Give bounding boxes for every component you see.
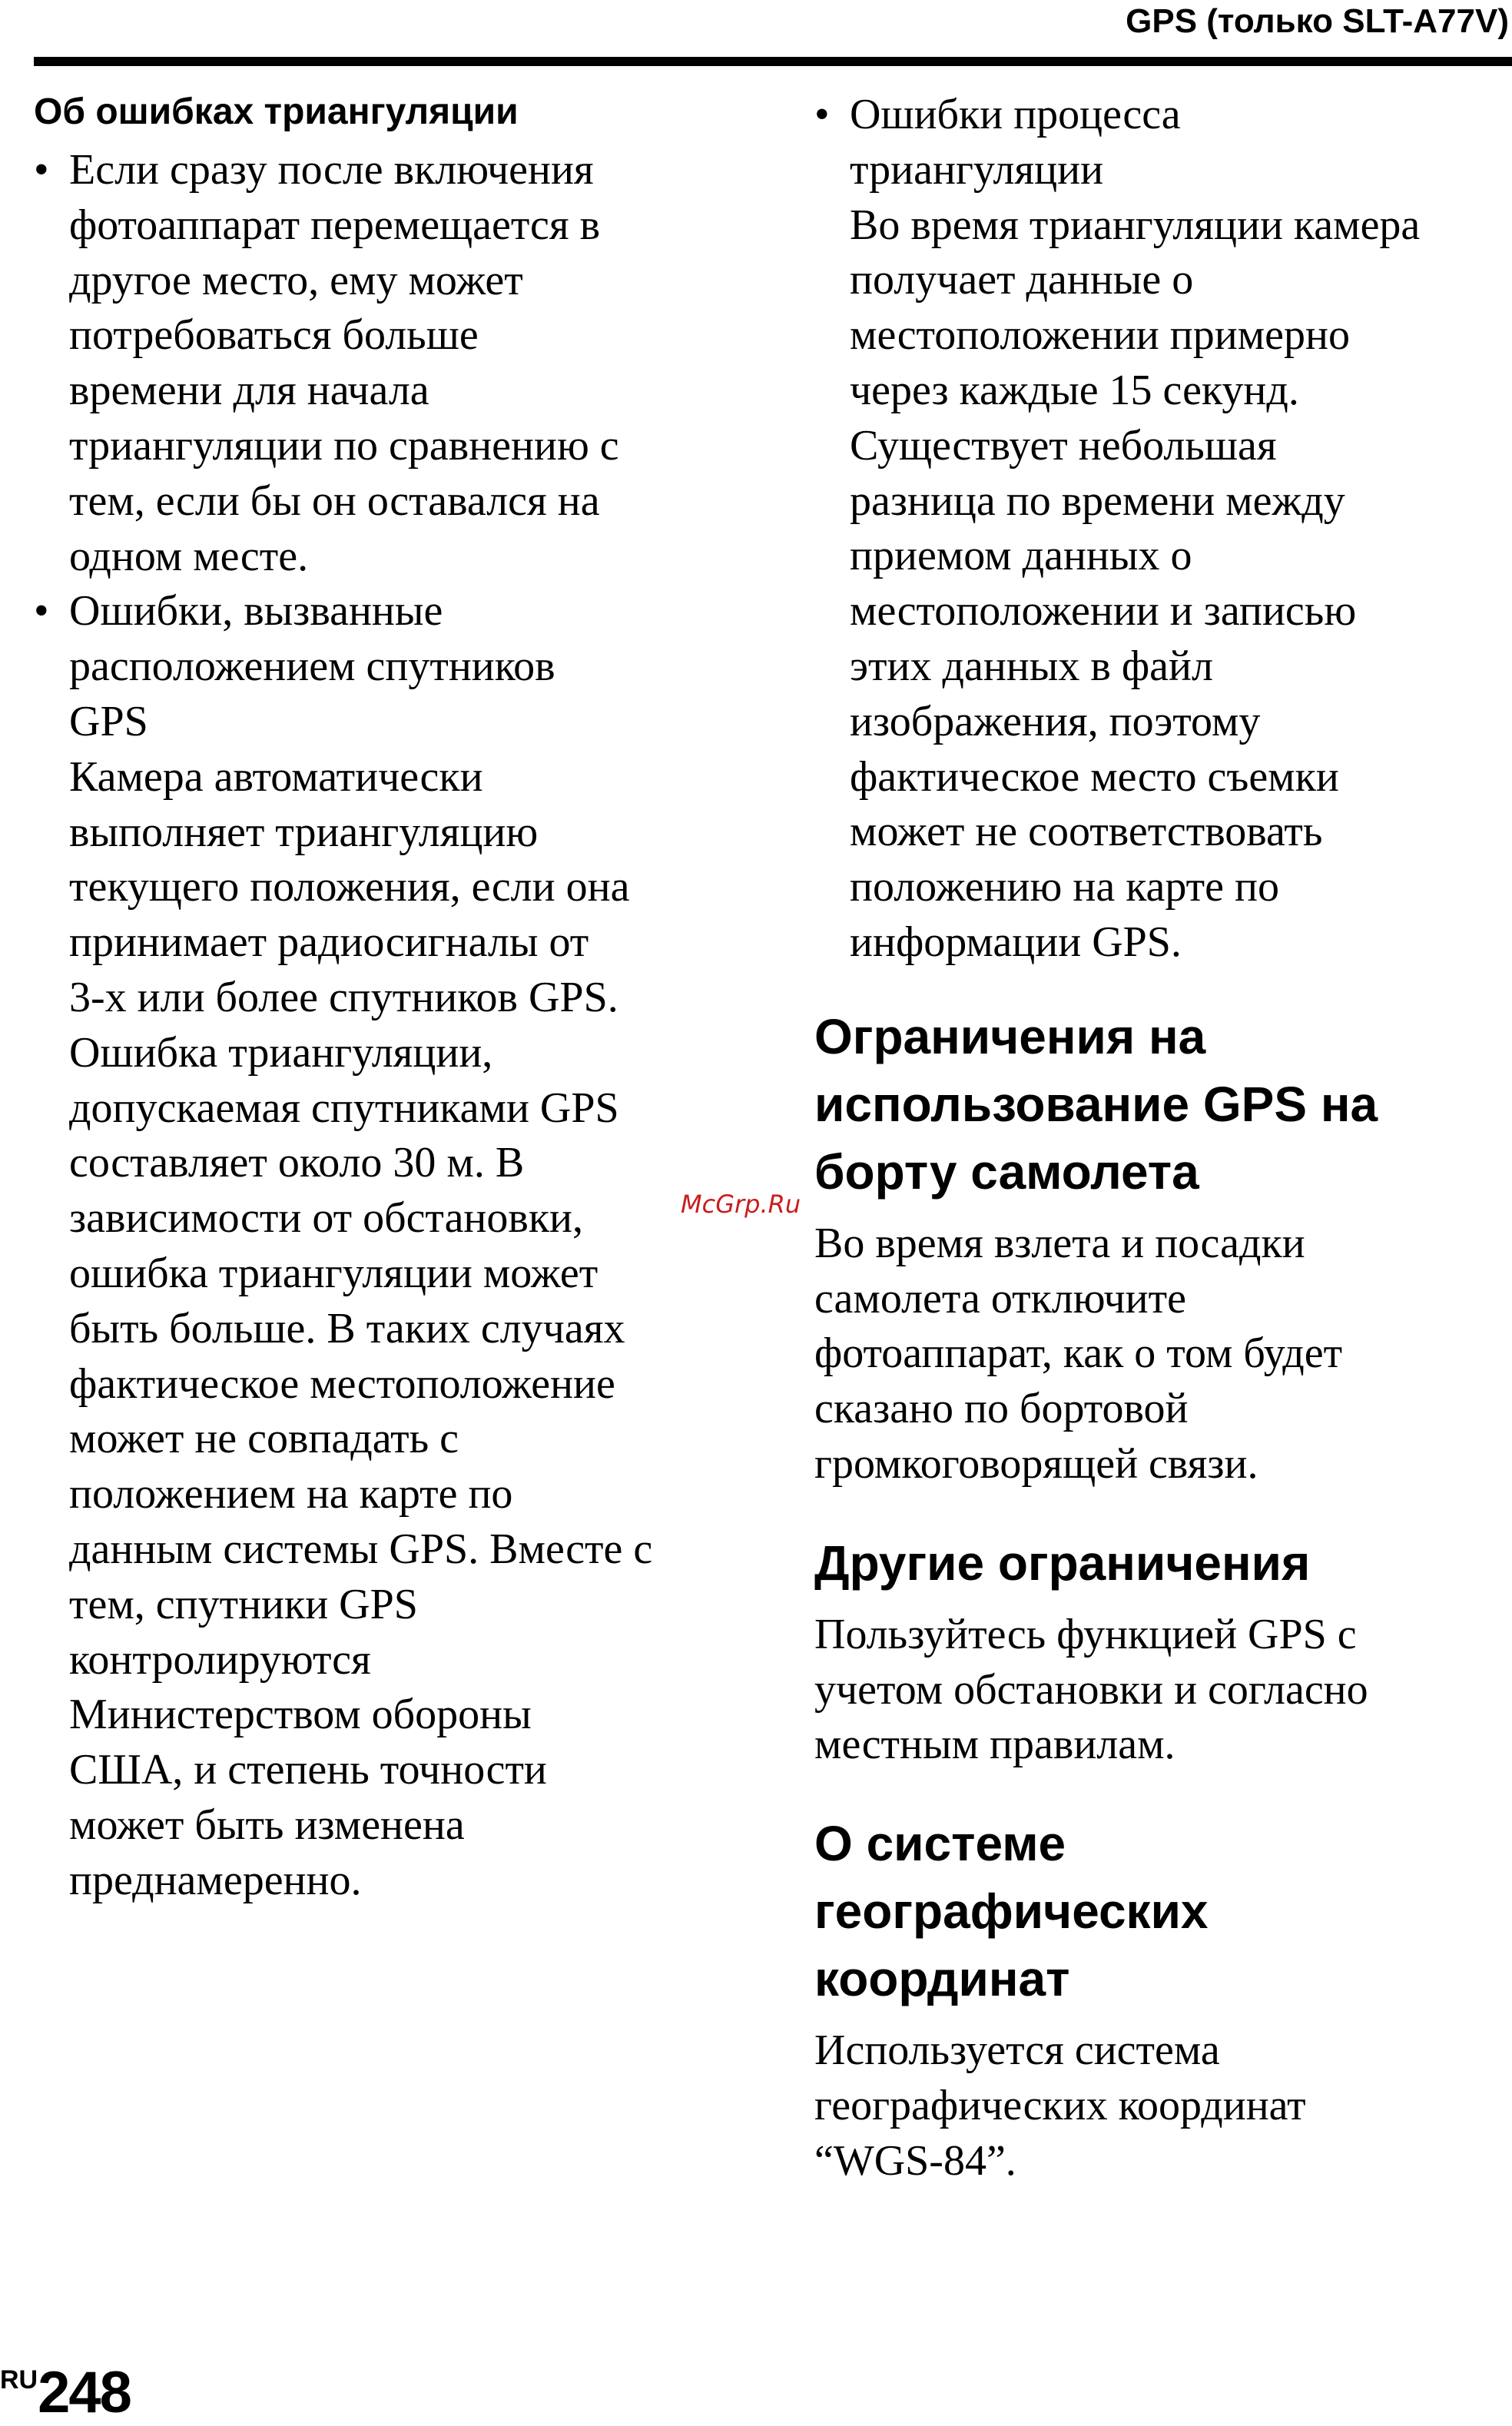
bullet-icon: •	[814, 91, 830, 138]
text-line: одном месте.	[69, 532, 309, 580]
section-heading-aircraft	[814, 1003, 1506, 1206]
text-line: расположением спутников	[69, 642, 555, 691]
text-line: может не соответствовать	[850, 808, 1323, 856]
text-line: положением на карте по	[69, 1470, 513, 1518]
text-line: изображения, поэтому	[850, 697, 1261, 745]
text-line: триангуляции по сравнению с	[69, 421, 619, 470]
text-line: Ошибки процесса	[850, 91, 1181, 138]
text-line: может быть изменена	[69, 1800, 465, 1849]
bullet-item-3	[814, 88, 1506, 971]
header-title: GPS (только SLT-A77V)	[1126, 2, 1509, 40]
section-heading-other	[814, 1529, 1506, 1597]
section-body-aircraft	[814, 1216, 1506, 1492]
text-line: Во время взлета и посадки	[814, 1219, 1305, 1267]
heading-line: географических	[814, 1883, 1209, 1940]
text-line: Пользуйтесь функцией GPS с	[814, 1610, 1357, 1658]
text-line: громкоговорящей связи.	[814, 1439, 1258, 1488]
text-line: триангуляции	[850, 145, 1104, 194]
section-other-restrictions	[814, 1529, 1506, 1773]
bullet-item-2	[34, 584, 725, 1908]
text-line: преднамеренно.	[69, 1856, 362, 1904]
text-line: получает данные о	[850, 256, 1194, 304]
text-line: тем, если бы он оставался на	[69, 476, 600, 525]
section-body-coordinates	[814, 2023, 1506, 2189]
text-line: Камера автоматически	[69, 752, 483, 801]
language-code: RU	[0, 2365, 38, 2394]
section-aircraft-restrictions	[814, 1003, 1506, 1492]
text-line: фотоаппарат перемещается в	[69, 201, 601, 249]
page-number: 248	[38, 2360, 131, 2425]
text-line: Ошибка триангуляции,	[69, 1028, 493, 1077]
text-line: быть больше. В таких случаях	[69, 1304, 625, 1352]
heading-line: О системе	[814, 1816, 1066, 1872]
text-line: выполняет триангуляцию	[69, 808, 539, 856]
text-line: Существует небольшая	[850, 421, 1277, 470]
text-line: США, и степень точности	[69, 1746, 547, 1794]
text-line: контролируются	[69, 1635, 371, 1684]
text-line: Используется система	[814, 2026, 1220, 2075]
text-line: местным правилам.	[814, 1721, 1175, 1769]
text-line: Ошибки, вызванные	[69, 587, 443, 636]
text-line: разница по времени между	[850, 476, 1345, 525]
text-line: времени для начала	[69, 367, 429, 415]
section-title-triangulation-errors: Об ошибках триангуляции	[34, 91, 519, 132]
text-line: через каждые 15 секунд.	[850, 366, 1299, 414]
text-line: Если сразу после включения	[69, 146, 594, 194]
text-line: положению на карте по	[850, 863, 1279, 911]
section-heading-coordinates	[814, 1810, 1506, 2013]
text-line: фактическое местоположение	[69, 1359, 615, 1408]
bullet-text-2	[69, 584, 725, 1908]
text-line: фотоаппарат, как о том будет	[814, 1329, 1343, 1378]
text-line: потребоваться больше	[69, 311, 479, 360]
bullet-text-3	[850, 88, 1506, 971]
header-rule	[34, 57, 1512, 66]
text-line: Во время триангуляции камера	[850, 201, 1421, 249]
text-line: сказано по бортовой	[814, 1385, 1189, 1433]
section-coordinate-system	[814, 1810, 1506, 2189]
text-line: приемом данных о	[850, 532, 1192, 580]
heading-line: Ограничения на	[814, 1008, 1206, 1064]
text-line: местоположении и записью	[850, 587, 1357, 636]
text-line: данным системы GPS. Вместе с	[69, 1525, 653, 1573]
text-line: текущего положения, если она	[69, 863, 630, 911]
right-column	[814, 88, 1506, 2189]
text-line: этих данных в файл	[850, 642, 1213, 690]
text-line: допускаемая спутниками GPS	[69, 1084, 619, 1132]
left-column	[34, 85, 725, 1909]
heading-line: координат	[814, 1951, 1070, 2007]
text-line: учетом обстановки и согласно	[814, 1665, 1368, 1714]
heading-line: использование GPS на	[814, 1076, 1378, 1132]
text-line: Министерством обороны	[69, 1691, 532, 1739]
bullet-item-1	[34, 143, 725, 584]
bullet-icon: •	[34, 146, 49, 194]
text-line: информации GPS.	[850, 918, 1182, 966]
text-line: принимает радиосигналы от	[69, 918, 589, 967]
text-line: может не совпадать с	[69, 1415, 459, 1463]
heading-line: борту самолета	[814, 1143, 1199, 1200]
text-line: самолета отключите	[814, 1274, 1186, 1323]
heading-line: Другие ограничения	[814, 1535, 1311, 1591]
text-line: тем, спутники GPS	[69, 1580, 418, 1628]
text-line: ошибка триангуляции может	[69, 1249, 598, 1297]
text-line: “WGS-84”.	[814, 2136, 1016, 2185]
text-line: зависимости от обстановки,	[69, 1194, 584, 1243]
page-footer	[0, 2359, 131, 2426]
bullet-text-1	[69, 143, 725, 584]
bullet-icon: •	[34, 587, 49, 636]
text-line: составляет около 30 м. В	[69, 1139, 525, 1187]
text-line: GPS	[69, 697, 148, 745]
text-line: местоположении примерно	[850, 311, 1350, 360]
text-line: фактическое место съемки	[850, 752, 1339, 801]
text-line: географических координат	[814, 2081, 1306, 2129]
watermark-text: McGrp.Ru	[681, 1190, 801, 1219]
section-body-other	[814, 1608, 1506, 1773]
text-line: другое место, ему может	[69, 256, 523, 304]
text-line: 3-х или более спутников GPS.	[69, 973, 618, 1021]
